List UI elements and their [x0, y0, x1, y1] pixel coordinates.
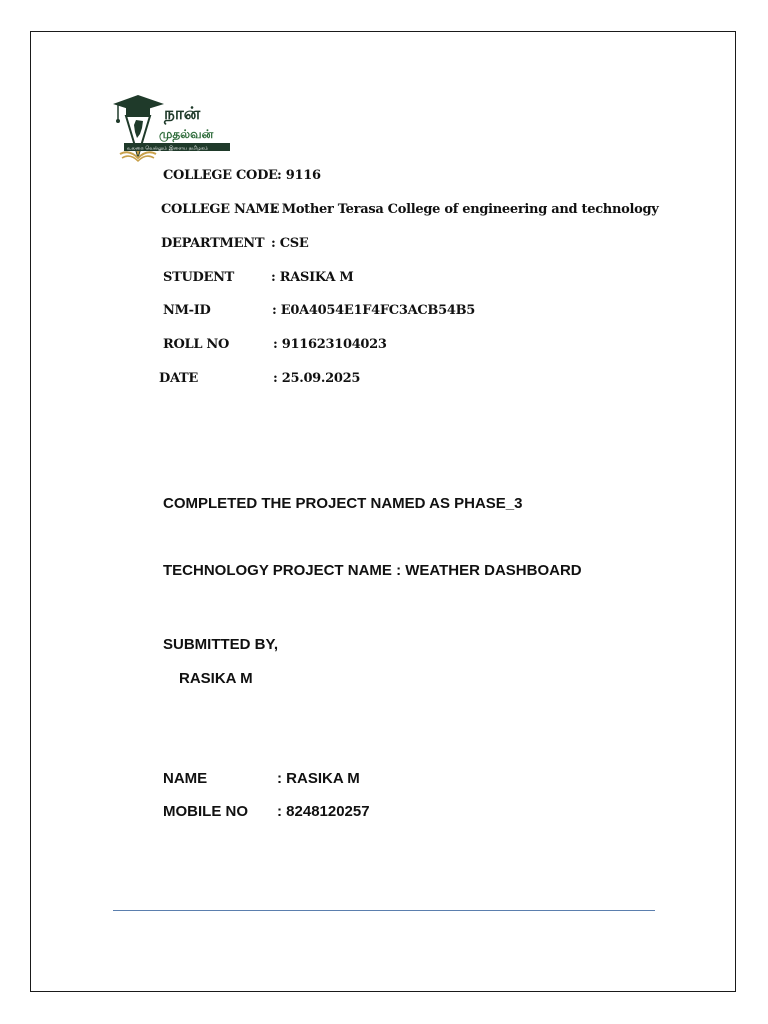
student-label: STUDENT — [163, 270, 235, 285]
date-value: : 25.09.2025 — [273, 371, 361, 386]
college-code-label: COLLEGE CODE — [163, 168, 278, 183]
mobile-value: : 8248120257 — [277, 803, 370, 820]
logo-title: நான் — [164, 104, 201, 124]
college-name-value: : Mother Terasa College of engineering and technology — [273, 202, 659, 217]
student-value: : RASIKA M — [271, 270, 354, 285]
college-code-value: : 9116 — [277, 168, 321, 183]
logo-tagline: உலகை வெல்லும் இளைய தமிழகம் — [127, 145, 209, 152]
roll-no-value: : 911623104023 — [273, 337, 387, 352]
submitter-name: RASIKA M — [179, 670, 253, 687]
college-name-label: COLLEGE NAME — [161, 202, 280, 217]
roll-no-label: ROLL NO — [163, 337, 230, 352]
completed-project-line: COMPLETED THE PROJECT NAMED AS PHASE_3 — [163, 495, 523, 512]
nm-id-value: : E0A4054E1F4FC3ACB54B5 — [272, 303, 476, 318]
nm-id-label: NM-ID — [163, 303, 211, 318]
naan-mudhalvan-logo — [112, 92, 236, 166]
name-value: : RASIKA M — [277, 770, 360, 787]
technology-project-line: TECHNOLOGY PROJECT NAME : WEATHER DASHBOARD — [163, 562, 582, 579]
logo-subtitle: முதல்வன் — [159, 127, 214, 141]
mobile-label: MOBILE NO — [163, 803, 248, 820]
submitted-by-heading: SUBMITTED BY, — [163, 636, 279, 653]
date-label: DATE — [159, 371, 199, 386]
footer-divider — [113, 910, 655, 911]
department-value: : CSE — [271, 236, 309, 251]
department-label: DEPARTMENT — [161, 236, 265, 251]
name-label: NAME — [163, 770, 208, 787]
